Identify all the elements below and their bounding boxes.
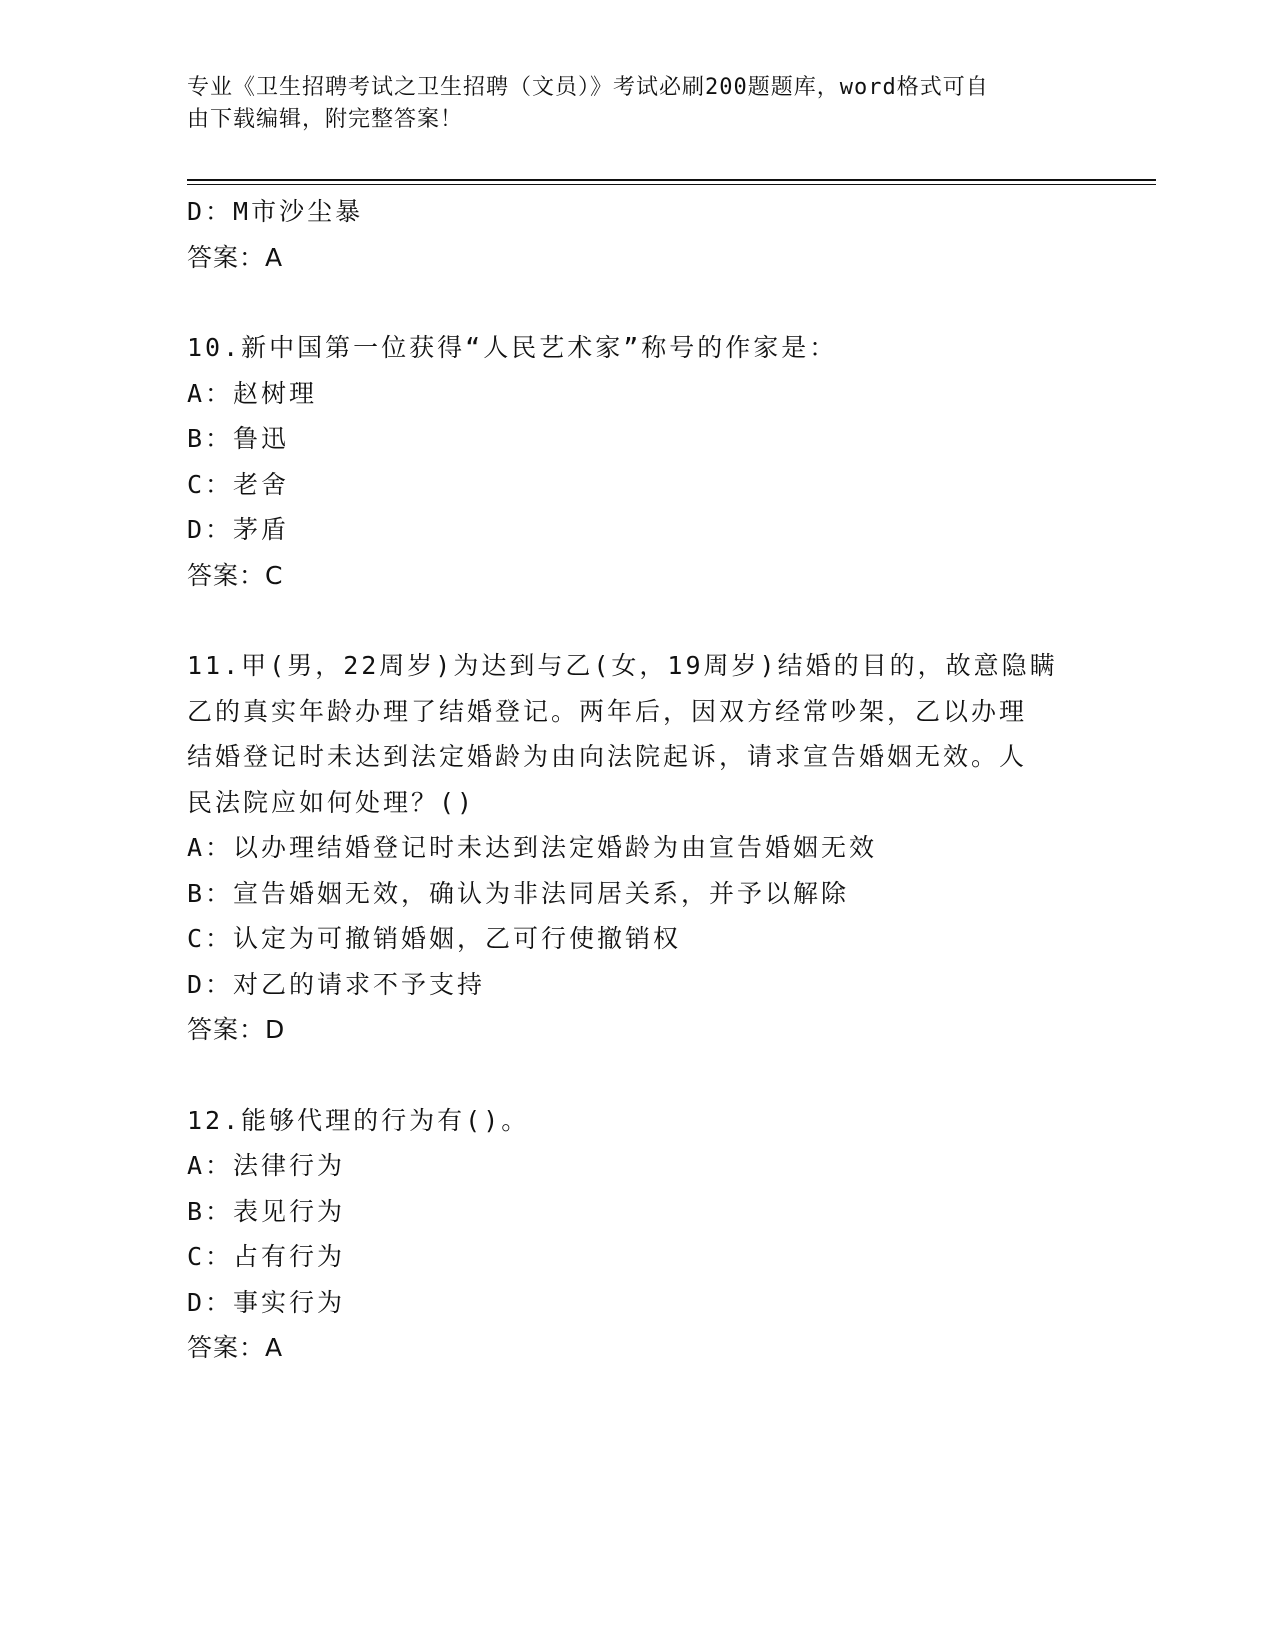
option-d: D：对乙的请求不予支持 bbox=[187, 969, 486, 999]
question-10 bbox=[187, 325, 1087, 598]
prev-option-d: D：M市沙尘暴 bbox=[187, 197, 364, 226]
option-b: B：鲁迅 bbox=[187, 424, 290, 453]
option-c: C：占有行为 bbox=[187, 1242, 346, 1271]
option-b: B：表见行为 bbox=[187, 1196, 346, 1226]
prev-answer: 答案：A bbox=[187, 242, 284, 272]
document-body bbox=[187, 189, 1087, 1371]
answer: 答案：A bbox=[187, 1333, 284, 1362]
question-stem-line-3: 结婚登记时未达到法定婚龄为由向法院起诉，请求宣告婚姻无效。人 bbox=[187, 742, 1028, 771]
option-d: D：事实行为 bbox=[187, 1287, 346, 1317]
header-line-1: 专业《卫生招聘考试之卫生招聘（文员）》考试必刷200题题库，word格式可自 bbox=[187, 75, 989, 100]
question-stem-line-1: 11.甲(男，22周岁)为达到与乙(女，19周岁)结婚的目的，故意隐瞒 bbox=[187, 651, 1058, 680]
page-header bbox=[187, 72, 1087, 136]
question-11 bbox=[187, 643, 1087, 1053]
header-divider bbox=[187, 179, 1156, 185]
option-d: D：茅盾 bbox=[187, 515, 290, 544]
option-c: C：老舍 bbox=[187, 469, 290, 499]
option-a: A：以办理结婚登记时未达到法定婚龄为由宣告婚姻无效 bbox=[187, 833, 878, 862]
question-stem-line-4: 民法院应如何处理？() bbox=[187, 787, 476, 817]
option-a: A：赵树理 bbox=[187, 378, 318, 408]
answer: 答案：C bbox=[187, 560, 284, 590]
answer: 答案：D bbox=[187, 1015, 286, 1044]
question-stem-line-2: 乙的真实年龄办理了结婚登记。两年后，因双方经常吵架，乙以办理 bbox=[187, 696, 1028, 726]
option-b: B：宣告婚姻无效，确认为非法同居关系，并予以解除 bbox=[187, 878, 850, 908]
option-a: A：法律行为 bbox=[187, 1151, 346, 1180]
question-stem: 10.新中国第一位获得“人民艺术家”称号的作家是： bbox=[187, 333, 838, 362]
question-stem: 12.能够代理的行为有()。 bbox=[187, 1105, 530, 1135]
header-line-2: 由下载编辑，附完整答案！ bbox=[187, 107, 464, 132]
question-12 bbox=[187, 1098, 1087, 1371]
option-c: C：认定为可撤销婚姻，乙可行使撤销权 bbox=[187, 924, 682, 953]
